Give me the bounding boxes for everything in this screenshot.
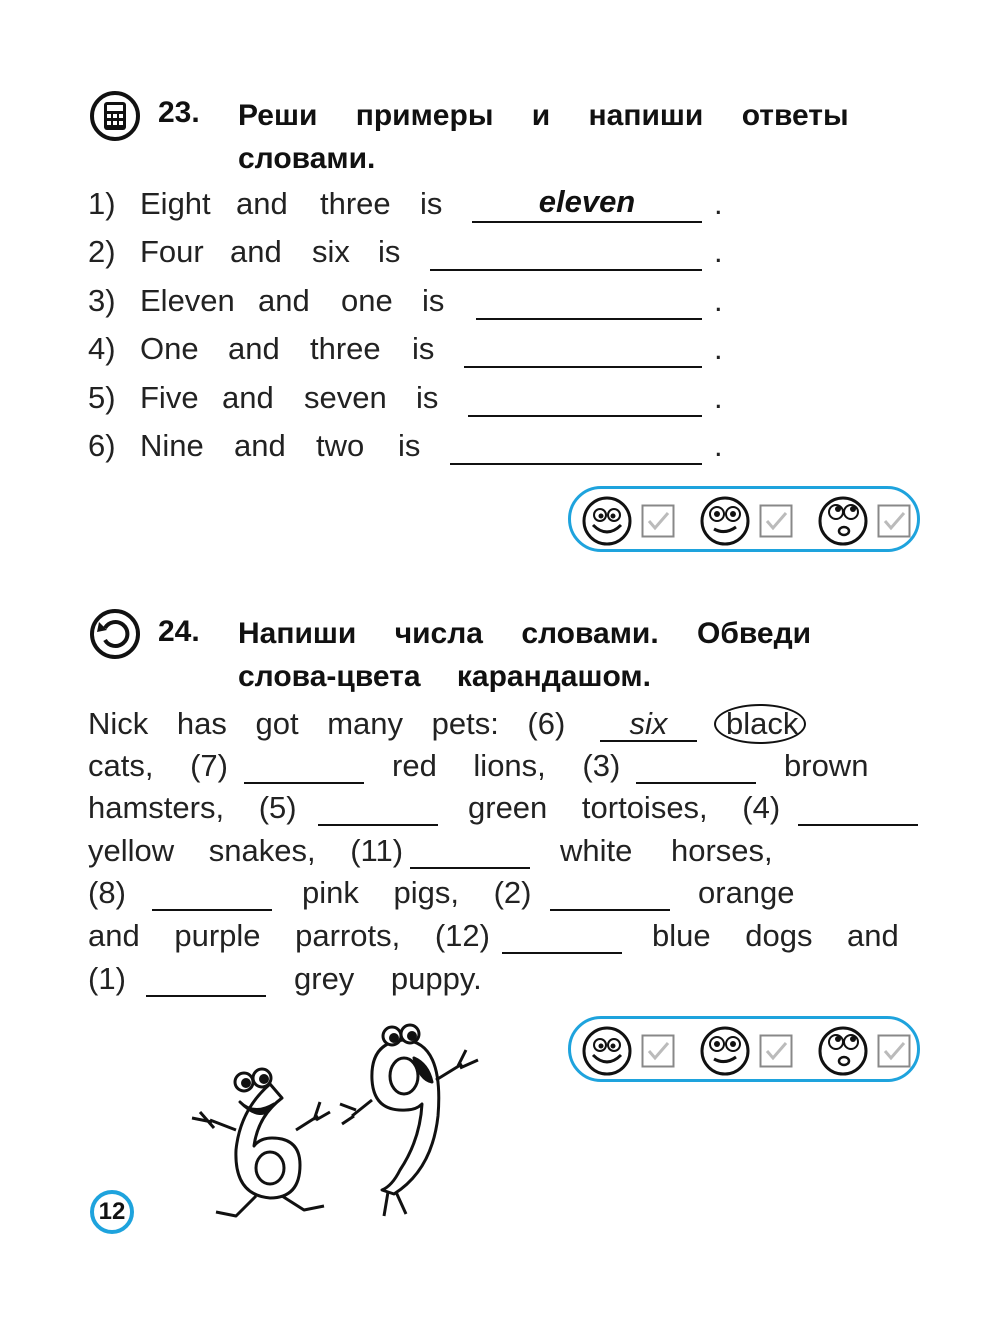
text-line: and purple parrots, (12) <box>88 918 490 953</box>
checkbox-icon[interactable] <box>877 1034 911 1068</box>
answer-line[interactable] <box>476 318 702 320</box>
answer-line[interactable] <box>798 824 918 826</box>
text-line: pink pigs, (2) <box>302 875 532 910</box>
color-word: brown <box>784 748 869 783</box>
answer-line[interactable] <box>464 366 702 368</box>
text-line: green tortoises, (4) <box>468 790 781 825</box>
task-title-line1: Реши примеры и напиши ответы <box>238 99 849 132</box>
wide-eyed-face-icon[interactable] <box>699 1025 751 1077</box>
repeat-arrow-icon <box>89 608 141 660</box>
task-title-line2: слова-цвета карандашом. <box>238 660 651 693</box>
color-word: black <box>726 706 799 741</box>
text-line: blue dogs and <box>652 918 899 953</box>
task-number: 23. <box>158 96 200 129</box>
color-word: orange <box>698 875 795 910</box>
answer-line[interactable] <box>146 995 266 997</box>
answer-text: six <box>629 706 668 741</box>
smiling-face-icon[interactable] <box>581 1025 633 1077</box>
task-title-line2: словами. <box>238 142 376 175</box>
answer-line[interactable] <box>502 952 622 954</box>
text-line: Nick has got many pets: (6) <box>88 706 566 741</box>
answer-line[interactable] <box>430 269 702 271</box>
calculator-icon <box>89 90 141 142</box>
text-line: grey puppy. <box>294 961 482 996</box>
checkbox-icon[interactable] <box>759 1034 793 1068</box>
thinking-face-icon[interactable] <box>817 495 869 547</box>
text-line: (8) <box>88 875 126 910</box>
task-number: 24. <box>158 615 200 648</box>
page-number: 12 <box>90 1190 134 1234</box>
text-line: hamsters, (5) <box>88 790 297 825</box>
task-title-line1: Напиши числа словами. Обведи <box>238 617 812 650</box>
answer-line[interactable] <box>468 415 702 417</box>
thinking-face-icon[interactable] <box>817 1025 869 1077</box>
answer-text: eleven <box>538 184 636 219</box>
text-line: white horses, <box>560 833 773 868</box>
answer-line[interactable] <box>318 824 438 826</box>
cartoon-six-icon <box>192 1069 330 1216</box>
checkbox-icon[interactable] <box>641 1034 675 1068</box>
self-assessment-panel <box>568 1016 920 1082</box>
checkbox-icon[interactable] <box>759 504 793 538</box>
answer-line[interactable] <box>550 909 670 911</box>
cartoon-numbers-illustration <box>170 1020 500 1220</box>
checkbox-icon[interactable] <box>877 504 911 538</box>
answer-line[interactable] <box>472 221 702 223</box>
smiling-face-icon[interactable] <box>581 495 633 547</box>
answer-line[interactable] <box>410 867 530 869</box>
answer-line[interactable] <box>450 463 702 465</box>
text-line: yellow snakes, (11) <box>88 833 404 868</box>
checkbox-icon[interactable] <box>641 504 675 538</box>
answer-line[interactable] <box>244 782 364 784</box>
answer-line[interactable] <box>636 782 756 784</box>
text-line: cats, (7) <box>88 748 228 783</box>
self-assessment-panel <box>568 486 920 552</box>
text-line: (1) <box>88 961 126 996</box>
cartoon-nine-icon <box>340 1025 478 1216</box>
answer-line[interactable] <box>152 909 272 911</box>
text-line: red lions, (3) <box>392 748 621 783</box>
wide-eyed-face-icon[interactable] <box>699 495 751 547</box>
